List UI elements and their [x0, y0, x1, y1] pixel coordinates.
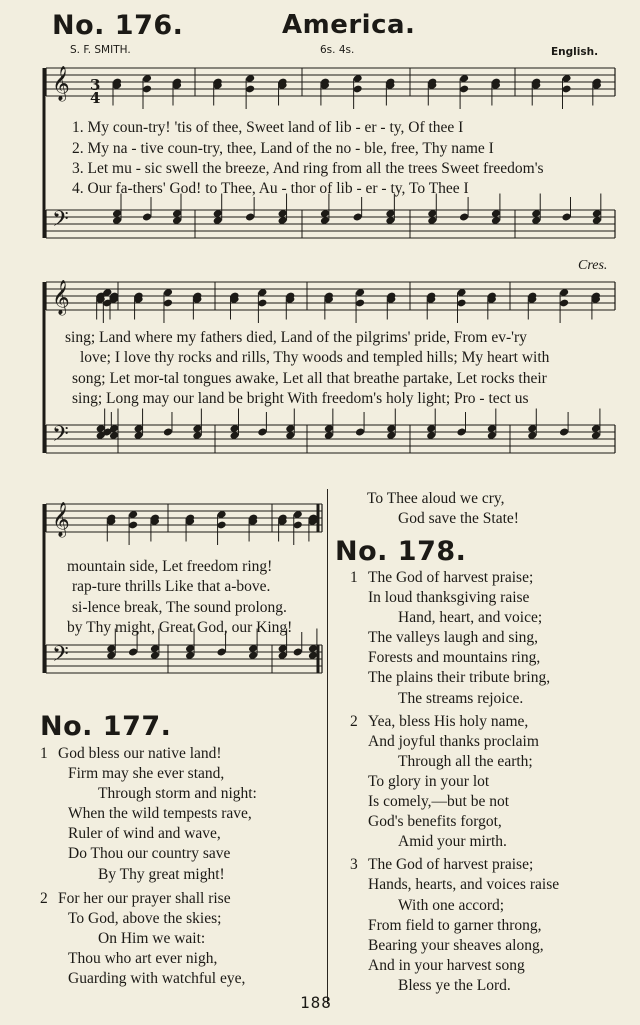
lyric-line: 1. My coun-try! 'tis of thee, Sweet land of lib - er - ty, Of thee I [72, 119, 464, 136]
verse-line: Forests and mountains ring, [368, 649, 541, 667]
author: S. F. SMITH. [70, 44, 131, 56]
hymn-number-177: No. 177. [40, 711, 172, 742]
verse-line: Thou who art ever nigh, [68, 949, 218, 967]
verse-line: Amid your mirth. [398, 833, 507, 851]
verse-line: Guarding with watchful eye, [68, 970, 246, 988]
lyric-line: rap-ture thrills Like that a-bove. [72, 578, 271, 595]
verse-number: 2 [350, 712, 358, 730]
verse-line: The plains their tribute bring, [368, 669, 551, 687]
verse-line: Is comely,—but be not [368, 793, 510, 811]
time-signature: 4 [90, 89, 101, 107]
lyric-line: love; I love thy rocks and rills, Thy woods and templed hills; My heart with [80, 349, 550, 366]
time-signature: 3 [90, 76, 101, 94]
verse-line: In loud thanksgiving raise [368, 589, 530, 607]
verse-line: Through storm and night: [98, 785, 257, 803]
verse-line: To glory in your lot [368, 772, 490, 790]
continuation-line: To Thee aloud we cry, [367, 490, 505, 507]
verse-line: The God of harvest praise; [368, 856, 534, 874]
verse-line: From field to garner throng, [368, 916, 542, 934]
verse-line: By Thy great might! [98, 865, 225, 883]
hymn-178-text [350, 568, 559, 996]
verse-number: 2 [40, 889, 48, 907]
crescendo-mark: Cres. [578, 258, 608, 273]
lyric-line: by Thy might, Great God, our King! [67, 619, 293, 636]
lyric-line: sing; Long may our land be bright With freedom's holy light; Pro - tect us [72, 390, 529, 407]
verse-line: Firm may she ever stand, [68, 765, 225, 783]
lyric-line: 2. My na - tive coun-try, thee, Land of the no - ble, free, Thy name I [72, 140, 494, 157]
verse-line: Through all the earth; [398, 752, 533, 770]
verse-line: Yea, bless His holy name, [368, 712, 529, 730]
verse-line: Ruler of wind and wave, [68, 825, 221, 843]
treble-clef: 𝄞 [52, 66, 70, 101]
verse-line: God bless our native land! [58, 745, 222, 762]
verse-line: The God of harvest praise; [368, 569, 534, 586]
verse-line: On Him we wait: [98, 929, 206, 947]
bass-clef: 𝄢 [52, 207, 69, 237]
verse-line: The streams rejoice. [398, 689, 524, 707]
continuation-line: God save the State! [398, 510, 519, 527]
verse-line: And in your harvest song [368, 956, 525, 974]
hymn-number-176: No. 176. [52, 10, 184, 41]
bass-clef: 𝄢 [52, 422, 69, 452]
column-divider [327, 489, 328, 1004]
verse-line: And joyful thanks proclaim [368, 732, 539, 750]
treble-clef: 𝄞 [52, 502, 70, 537]
lyric-line: song; Let mor-tal tongues awake, Let all that breathe partake, Let rocks their [72, 370, 547, 387]
verse-number: 3 [350, 856, 358, 874]
verse-line: God's benefits forgot, [368, 813, 502, 831]
meter: 6s. 4s. [320, 44, 355, 56]
verse-line: Bless ye the Lord. [398, 976, 511, 994]
hymn-177-text [40, 744, 257, 989]
verse-line: When the wild tempests rave, [68, 805, 252, 823]
hymn-title: America. [282, 10, 416, 40]
verse-line: To God, above the skies; [68, 909, 222, 927]
verse-line: The valleys laugh and sing, [368, 629, 539, 647]
lyric-line: mountain side, Let freedom ring! [67, 558, 273, 575]
verse-line: Hands, hearts, and voices raise [368, 876, 560, 894]
page-number: 188 [300, 993, 332, 1012]
lyric-line: sing; Land where my fathers died, Land of the pilgrims' pride, From ev-'ry [65, 329, 527, 346]
bass-clef: 𝄢 [52, 642, 69, 672]
tune-name: English. [551, 46, 599, 58]
verse-line: Hand, heart, and voice; [398, 609, 543, 627]
lyric-line: si-lence break, The sound prolong. [72, 599, 287, 616]
verse-number: 1 [40, 745, 48, 762]
lyric-line: 4. Our fa-thers' God! to Thee, Au - thor of lib - er - ty, To Thee I [72, 180, 469, 197]
verse-line: With one accord; [398, 896, 505, 914]
verse-number: 1 [350, 569, 358, 586]
verse-line: Do Thou our country save [68, 845, 231, 863]
hymn-number-178: No. 178. [335, 536, 467, 567]
verse-line: For her our prayer shall rise [58, 889, 231, 907]
treble-clef: 𝄞 [52, 280, 70, 315]
lyric-line: 3. Let mu - sic swell the breeze, And ring from all the trees Sweet freedom's [72, 160, 544, 177]
verse-line: Bearing your sheaves along, [368, 936, 544, 954]
